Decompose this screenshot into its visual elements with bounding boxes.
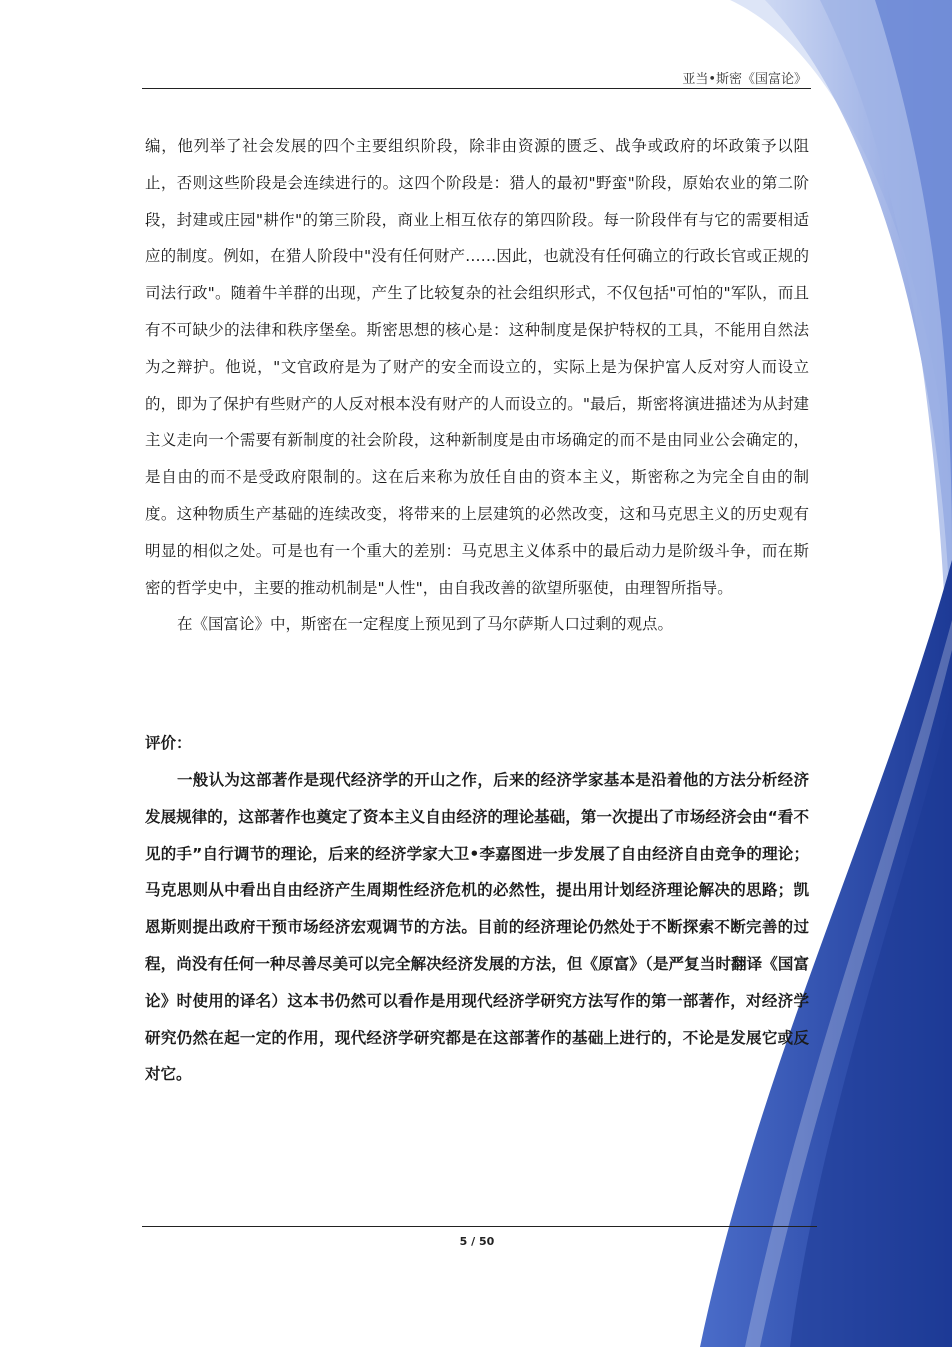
body-paragraph-1: 编，他列举了社会发展的四个主要组织阶段，除非由资源的匮乏、战争或政府的坏政策予以阻止，否则这些阶段是会连续进行的。这四个阶段是：猎人的最初"野蛮"阶段，原始农业的第二阶段，封建或庄园"耕作"的第三阶段，商业上相互依存的第四阶段。每一阶段伴有与它的需要相适应的制度。例如，在猎人阶段中"没有任何财产……因此，也就没有任何确立的行政长官或正规的司法行政"。随着牛羊群的出现，产生了比较复杂的社会组织形式，不仅包括"可怕的"军队，而且有不可缺少的法律和秩序堡垒。斯密思想的核心是：这种制度是保护特权的工具，不能用自然法为之辩护。他说，"文官政府是为了财产的安全而设立的，实际上是为保护富人反对穷人而设立的，即为了保护有些财产的人反对根本没有财产的人而设立的。"最后，斯密将演进描述为从封建主义走向一个需要有新制度的社会阶段，这种新制度是由市场确定的而不是由同业公会确定的，是自由的而不是受政府限制的。这在后来称为放任自由的资本主义，斯密称之为完全自由的制度。这种物质生产基础的连续改变，将带来的上层建筑的必然改变，这和马克思主义的历史观有明显的相似之处。可是也有一个重大的差别：马克思主义体系中的最后动力是阶级斗争，而在斯密的哲学史中，主要的推动机制是"人性"，由自我改善的欲望所驱使，由理智所指导。 bbox=[145, 137, 809, 597]
footer-divider bbox=[142, 1226, 817, 1227]
evaluation-heading: 评价： bbox=[145, 734, 192, 753]
body-paragraph-2: 在《国富论》中，斯密在一定程度上预见到了马尔萨斯人口过剩的观点。 bbox=[177, 615, 674, 634]
header-title: 亚当•斯密《国富论》 bbox=[682, 72, 807, 87]
page-number: 5 / 50 bbox=[459, 1235, 495, 1248]
header-divider bbox=[142, 88, 811, 89]
page-content bbox=[145, 128, 809, 1093]
evaluation-paragraph: 一般认为这部著作是现代经济学的开山之作，后来的经济学家基本是沿着他的方法分析经济发展规律的，这部著作也奠定了资本主义自由经济的理论基础，第一次提出了市场经济会由“看不见的手”自行调节的理论，后来的经济学家大卫•李嘉图进一步发展了自由经济自由竞争的理论；马克思则从中看出自由经济产生周期性经济危机的必然性，提出用计划经济理论解决的思路；凯恩斯则提出政府干预市场经济宏观调节的方法。目前的经济理论仍然处于不断探索不断完善的过程，尚没有任何一种尽善尽美可以完全解决经济发展的方法，但《原富》（是严复当时翻译《国富论》时使用的译名）这本书仍然可以看作是用现代经济学研究方法写作的第一部著作，对经济学研究仍然在起一定的作用，现代经济学研究都是在这部著作的基础上进行的，不论是发展它或反对它。 bbox=[145, 770, 809, 1084]
